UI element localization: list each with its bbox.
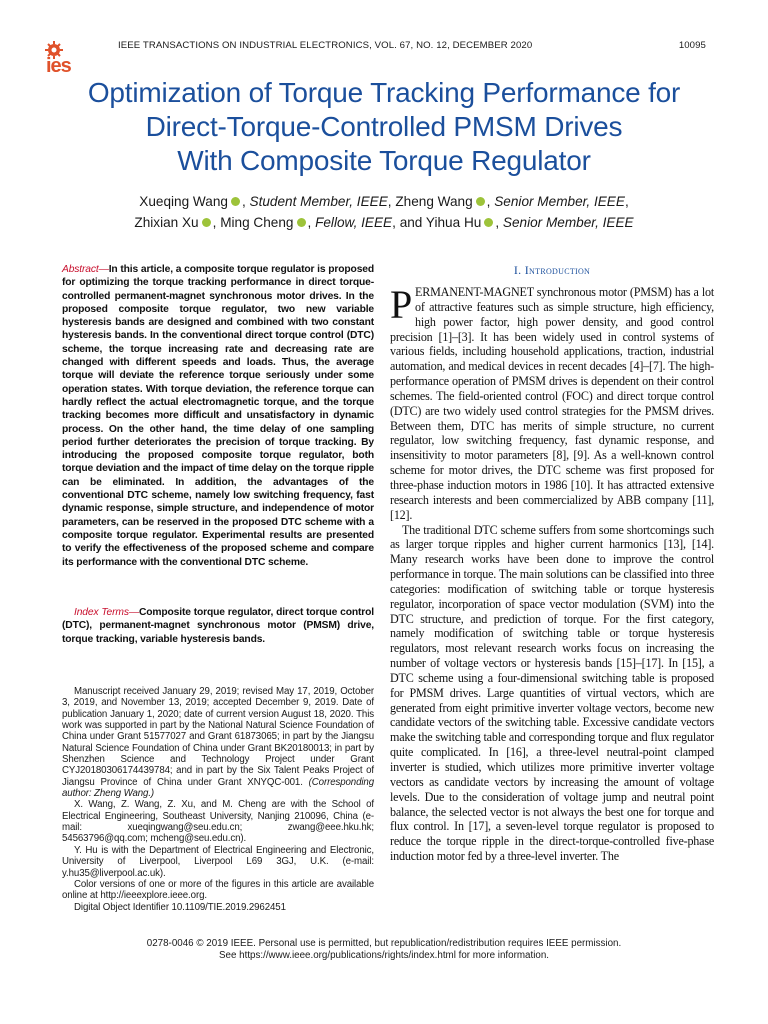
title-line-1: Optimization of Torque Tracking Performance for xyxy=(87,77,681,108)
paragraph xyxy=(390,282,714,523)
orcid-icon[interactable] xyxy=(476,197,485,206)
affiliation-note: Y. Hu is with the Department of Electrical Engineering and Electronic, University of Liverpool, Liverpool L69 3GJ, U.K. (e-mail: y.hu35@liverpool.ac.uk). xyxy=(62,844,374,879)
svg-text:ies: ies xyxy=(46,55,71,76)
orcid-icon[interactable] xyxy=(484,218,493,227)
abstract-label: Abstract— xyxy=(62,264,109,275)
orcid-icon[interactable] xyxy=(231,197,240,206)
author-name: Yihua Hu xyxy=(425,215,482,230)
paragraph-text: ERMANENT-MAGNET synchronous motor (PMSM) has a lot of attractive features such as simple structure, high efficiency, high power factor, high power density, and good control precision [1]–[3]. It has been widely used in control systems of various fields, including household applications, traction, industrial automation, and medical devices in recent decades [4]–[7]. The high-performance operation of PMSM drives is dependent on their control schemes. The field-oriented control (FOC) and direct torque control (DTC) are two widely used control strategies for the PMSM drives. Between them, DTC has merits of simple structure, no current regulator, low switching frequency, fast dynamic response, and insensitivity to motor parameters [8], [9]. As a well-known control scheme for motor drives, the DTC scheme was first proposed for three-phase induction motors in 1986 [10]. It has attracted extensive research interests and been commercialized by ABB company [11], [12]. xyxy=(390,285,714,522)
corresponding-author: (Corresponding author: Zheng Wang.) xyxy=(62,776,375,800)
journal-header: IEEE TRANSACTIONS ON INDUSTRIAL ELECTRONICS, VOL. 67, NO. 12, DECEMBER 2020 xyxy=(118,40,533,51)
copyright-footer xyxy=(40,938,728,962)
author-conjunction: and xyxy=(399,215,423,230)
author-role: Senior Member, IEEE xyxy=(494,194,625,209)
abstract-text: In this article, a composite torque regulator is proposed for optimizing the torque tracking performance in direct torque-controlled permanent-magnet synchronous motor drives. In the proposed composite torque regulator, two new variable hysteresis bands are designed and combined with two constant hysteresis bands. In the conventional direct torque control (DTC) scheme, the torque increasing rate and decreasing rate are changed with different speeds and loads. Thus, the average torque will deviate the reference torque seriously under some operation states. With torque deviation, the reference torque can hardly reflect the actual electromagnetic torque, and the torque tracking becomes more difficult and unsatisfactory in dynamic process. On the other hand, the time delay of one sampling period further deteriorates the precision of torque tracking. By introducing the proposed composite torque regulator, both torque deviation and the impact of time delay on the torque ripple can be eliminated. In addition, the advantages of the conventional DTC scheme, namely low switching frequency, fast dynamic response, simple structure, and independence of motor parameters, can be reserved in the proposed DTC scheme with a composite torque regulator. Experimental results are presented to verify the effectiveness of the proposed scheme and compare its performance with the conventional DTC scheme. xyxy=(62,264,374,568)
rights-link[interactable]: See https://www.ieee.org/publications/rights/index.html for more information. xyxy=(219,950,549,961)
author-name: Xueqing Wang xyxy=(139,194,228,209)
index-terms xyxy=(62,606,374,646)
index-terms-text: Composite torque regulator, direct torque control (DTC), permanent-magnet synchronous motor (PMSM) drive, torque tracking, variable hysteresis bands. xyxy=(62,607,374,645)
page-number: 10095 xyxy=(678,40,706,51)
author-role: Senior Member, IEEE xyxy=(502,215,634,230)
title-line-2: Direct-Torque-Controlled PMSM Drives xyxy=(145,111,623,142)
paragraph: The traditional DTC scheme suffers from some shortcomings such as larger torque ripples and higher current harmonics [13], [14]. Many research works have been done to improve the control performance in torque. The main solutions can be classified into three categories: modification of switching table or torque hysteresis regulator, incorporation of space vector modulation (SVM) into the DTC structure, and prediction of torque. For the first category, namely modification of switching table or torque hysteresis regulators, most relevant research works focus on increasing the number of voltage vectors or hysteresis bands [15]–[17]. In [15], a DTC scheme using a four-dimensional switching table is proposed for PMSM drives. Large quantities of virtual vectors, which are generated from eight primitive inverter voltage vectors, become new candidate vectors of the switching table. Excessive candidate vectors make the switching table and corresponding torque and flux regulator quite complicated. In [16], a three-level neutral-point clamped inverter is studied, which utilizes more primitive inverter voltage vectors as candidate vectors by increasing the amount of voltage levels. Due to the consideration of voltage jump and neutral point balance, the selected vector is not always the best one for torque and flux control. In [17], a seven-level torque regulator is proposed to reduce the torque ripple in the direct-torque-controlled five-phase induction motor fed by a three-level inverter. The xyxy=(390,522,714,864)
section-title: Introduction xyxy=(524,263,591,277)
ies-logo xyxy=(38,36,100,76)
ies-logo-icon xyxy=(38,36,100,76)
author-name: Zhixian Xu xyxy=(134,215,199,230)
introduction-body xyxy=(390,282,714,864)
author-list: Xueqing Wang , Student Member, IEEE, Zheng Wang , Senior Member, IEEE, Zhixian Xu , Ming Cheng , Fellow, IEEE, and Yihua Hu , Senior Member, IEEE xyxy=(134,194,634,230)
section-heading xyxy=(390,263,714,278)
section-number: I. xyxy=(513,263,522,277)
footnotes xyxy=(62,686,374,913)
drop-cap: P xyxy=(390,282,413,327)
copyright-line: 0278-0046 © 2019 IEEE. Personal use is permitted, but republication/redistribution requires IEEE permission. xyxy=(146,938,622,949)
author-role: Student Member, IEEE xyxy=(249,194,388,209)
author-name: Zheng Wang xyxy=(395,194,473,209)
paper-title xyxy=(20,76,748,178)
index-terms-label: Index Terms— xyxy=(74,607,139,618)
affiliation-note: X. Wang, Z. Wang, Z. Xu, and M. Cheng are with the School of Electrical Engineering, Southeast University, Nanjing 210096, China (e-mail: xueqingwang@seu.edu.cn; zwang@eee.hku.hk; 54563796@qq.com; mcheng@seu.edu.cn). xyxy=(62,799,374,845)
orcid-icon[interactable] xyxy=(297,218,306,227)
abstract xyxy=(62,263,374,569)
author-role: Fellow, IEEE xyxy=(315,215,393,230)
orcid-icon[interactable] xyxy=(202,218,211,227)
manuscript-note: Manuscript received January 29, 2019; revised May 17, 2019, October 3, 2019, and November 13, 2019; accepted December 9, 2019. Date of publication January 1, 2020; date of current version August 18, 2020. This work was supported in part by the National Natural Science Foundation of China under Grant 51577027 and Grant 61873065; in part by the Jiangsu Natural Science Foundation of China under Grant BK20180013; in part by Shenzhen Science and Technology Project under Grant CYJ20180306174439784; and in part by the Six Talent Peaks Project of Jiangsu Province of China under Grant XNYQC-001. xyxy=(62,686,374,788)
color-note: Color versions of one or more of the figures in this article are available online at http://ieeexplore.ieee.org. xyxy=(62,878,374,902)
doi: Digital Object Identifier 10.1109/TIE.2019.2962451 xyxy=(74,901,286,913)
title-line-3: With Composite Torque Regulator xyxy=(177,145,591,176)
author-name: Ming Cheng xyxy=(220,215,294,230)
